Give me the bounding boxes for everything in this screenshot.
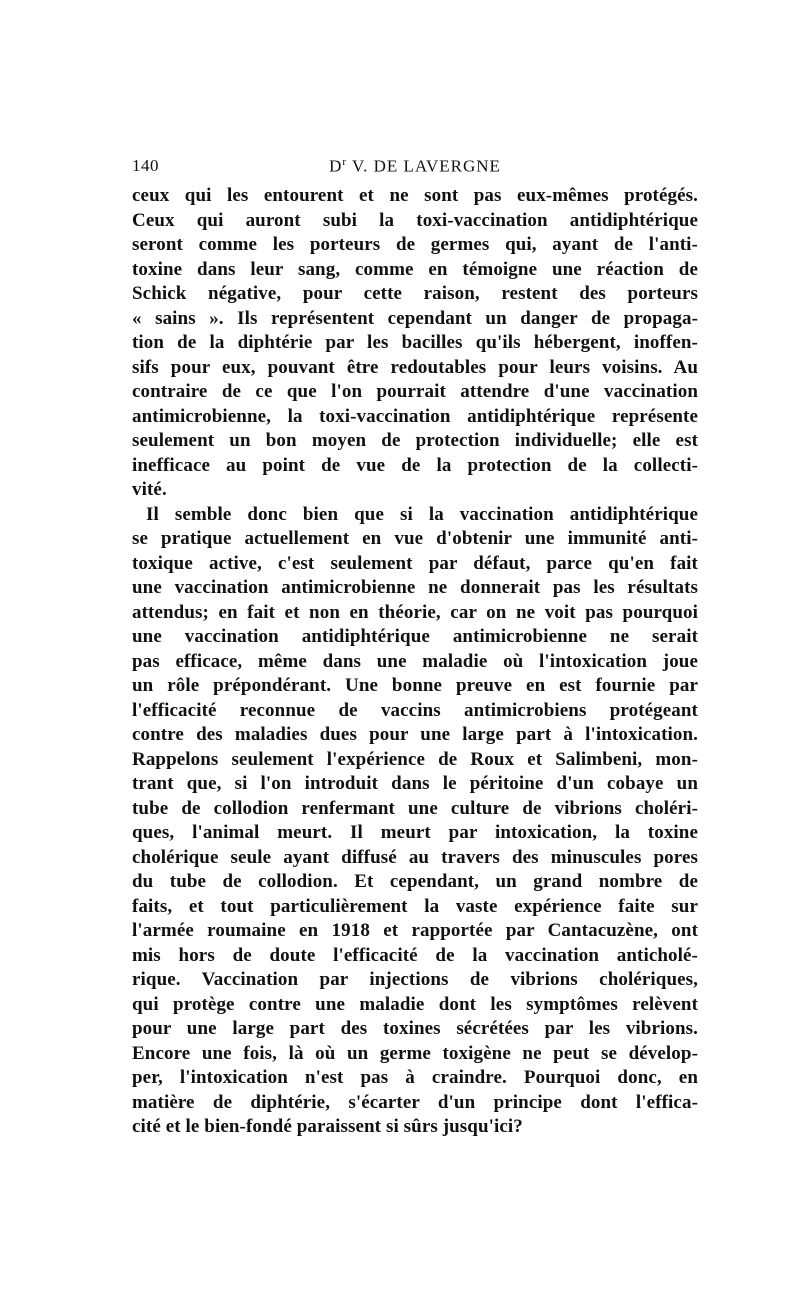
text-line: pour une large part des toxines sécrétées par les vibrions.	[132, 1018, 698, 1039]
text-line: pas efficace, même dans une maladie où l'intoxication joue	[132, 650, 698, 672]
text-line: faits, et tout particulièrement la vaste expérience faite sur	[132, 895, 698, 917]
text-line: tube de collodion renfermant une culture de vibrions choléri-	[132, 797, 698, 819]
text-line: mis hors de doute l'efficacité de la vaccination anticholé-	[132, 944, 698, 966]
text-line: seront comme les porteurs de germes qui, ayant de l'anti-	[132, 234, 698, 255]
text-line: contraire de ce que l'on pourrait attendre d'une vaccination	[132, 381, 698, 402]
text-line: une vaccination antidiphtérique antimicrobienne ne serait	[132, 626, 698, 647]
text-line: toxique active, c'est seulement par défaut, parce qu'en fait	[132, 552, 698, 574]
text-line: Encore une fois, là où un germe toxigène ne peut se dévelop-	[132, 1042, 698, 1064]
text-line: trant que, si l'on introduit dans le péritoine d'un cobaye un	[132, 773, 698, 794]
running-head	[132, 156, 698, 180]
text-line: seulement un bon moyen de protection individuelle; elle est	[132, 430, 698, 451]
text-line: sifs pour eux, pouvant être redoutables pour leurs voisins. Au	[132, 356, 698, 378]
text-line: tion de la diphtérie par les bacilles qu'ils hébergent, inoffen-	[132, 332, 698, 353]
text-line: du tube de collodion. Et cependant, un grand nombre de	[132, 871, 698, 892]
running-title	[132, 156, 698, 177]
paragraph-1	[132, 184, 698, 503]
text-line: vité.	[132, 479, 167, 500]
body-text	[132, 184, 698, 1140]
text-line: cité et le bien-fondé paraissent si sûrs jusqu'ici?	[132, 1116, 523, 1137]
text-line: ceux qui les entourent et ne sont pas eux-mêmes protégés.	[132, 185, 698, 206]
text-line: qui protège contre une maladie dont les symptômes relèvent	[132, 993, 698, 1015]
text-line: Ceux qui auront subi la toxi-vaccination antidiphtérique	[132, 209, 698, 231]
page-number: 140	[132, 156, 159, 175]
text-line: cholérique seule ayant diffusé au travers des minuscules pores	[132, 846, 698, 868]
text-line: l'armée roumaine en 1918 et rapportée par Cantacuzène, ont	[132, 920, 698, 941]
author-name: V. DE LAVERGNE	[352, 156, 501, 176]
text-line: ques, l'animal meurt. Il meurt par intoxication, la toxine	[132, 822, 698, 843]
text-line: Schick négative, pour cette raison, restent des porteurs	[132, 283, 698, 304]
author-prefix-superscript: r	[342, 156, 348, 168]
paragraph-2	[132, 503, 698, 1140]
author-prefix: D	[329, 156, 343, 176]
text-line: rique. Vaccination par injections de vibrions cholériques,	[132, 969, 698, 990]
text-line: se pratique actuellement en vue d'obtenir une immunité anti-	[132, 528, 698, 549]
text-line: matière de diphtérie, s'écarter d'un principe dont l'effica-	[132, 1091, 698, 1113]
text-line: l'efficacité reconnue de vaccins antimicrobiens protégeant	[132, 699, 698, 721]
text-line: inefficace au point de vue de la protection de la collecti-	[132, 454, 698, 476]
text-line: toxine dans leur sang, comme en témoigne une réaction de	[132, 258, 698, 280]
text-line: per, l'intoxication n'est pas à craindre. Pourquoi donc, en	[132, 1067, 698, 1088]
text-line: Il semble donc bien que si la vaccination antidiphtérique	[146, 503, 698, 525]
text-line: antimicrobienne, la toxi-vaccination antidiphtérique représente	[132, 405, 698, 427]
text-line: Rappelons seulement l'expérience de Roux et Salimbeni, mon-	[132, 748, 698, 770]
text-line: une vaccination antimicrobienne ne donnerait pas les résultats	[132, 577, 698, 598]
text-line: contre des maladies dues pour une large part à l'intoxication.	[132, 724, 698, 745]
text-line: « sains ». Ils représentent cependant un danger de propaga-	[132, 307, 698, 329]
text-line: attendus; en fait et non en théorie, car on ne voit pas pourquoi	[132, 601, 698, 623]
text-line: un rôle prépondérant. Une bonne preuve en est fournie par	[132, 675, 698, 696]
